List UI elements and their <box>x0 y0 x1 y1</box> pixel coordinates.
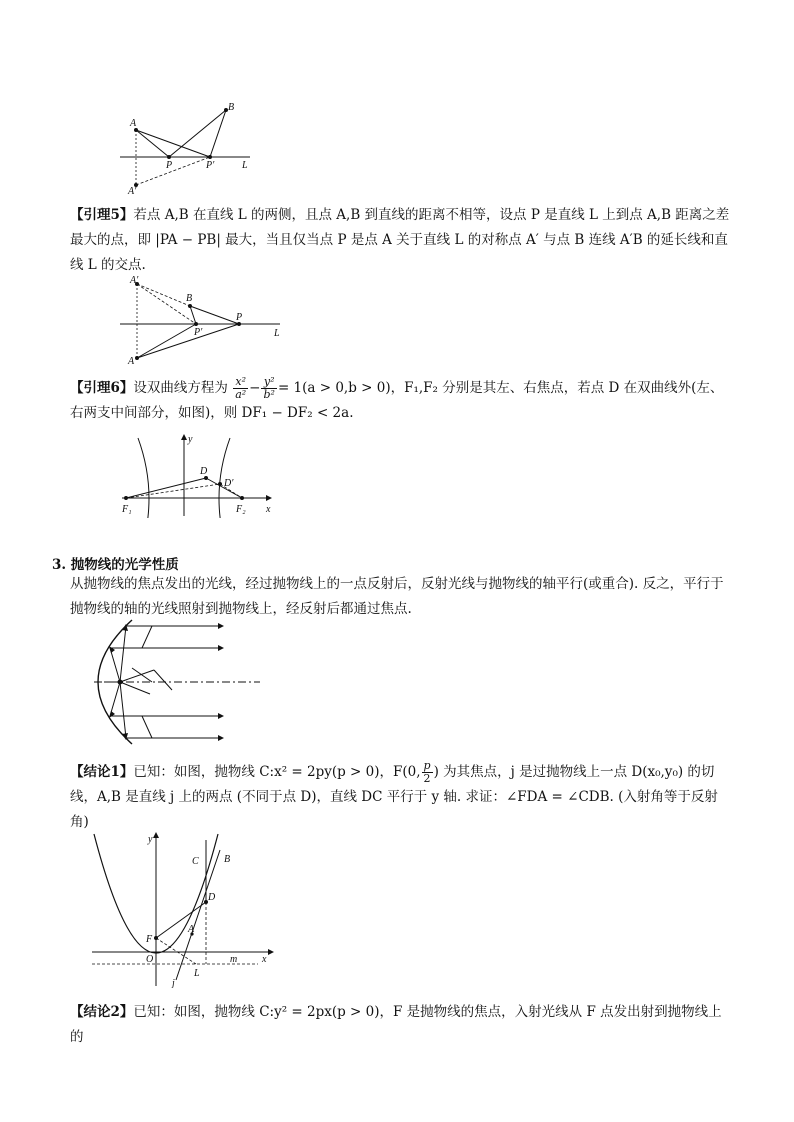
conclusion1-text-before: 已知：如图，抛物线 C:x² = 2py(p > 0)，F(0, <box>133 764 421 780</box>
lemma5-text: 若点 A,B 在直线 L 的两侧，且点 A,B 到直线的距离不相等，设点 P 是直线 L 上到点 A,B 距离之差最大的点，即 |PA − PB| 最大，当且仅当点 P 是点 A 关于直线 L 的对称点 A′ 与点 B 连线 A′B 的延长线和直线 L 的交点. <box>70 207 730 273</box>
label-x: x <box>266 504 271 515</box>
figure-hyperbola <box>118 432 278 518</box>
label-A: A <box>188 924 195 935</box>
label-F: F <box>146 934 153 945</box>
label-L: L <box>194 968 200 979</box>
hyperbola-left-branch <box>138 438 149 518</box>
label-L: L <box>274 328 280 339</box>
lemma5-paragraph <box>70 203 730 278</box>
conclusion2-heading: 【结论2】 <box>70 1004 134 1020</box>
conclusion1-paragraph <box>70 760 730 835</box>
label-x: x <box>262 954 267 965</box>
conclusion1-heading: 【结论1】 <box>70 764 134 780</box>
fraction-p-over-2: $\frac{p}{2}$ <box>423 759 431 785</box>
conclusion1-text-after: ) 为其焦点，j 是过抛物线上一点 D(x₀,y₀) 的切线，A,B 是直线 j 上的两点 (不同于点 D)，直线 DC 平行于 y 轴. 求证：∠FDA = ∠CDB. (入射角等于反射角) <box>70 764 718 830</box>
label-P-prime: P′ <box>194 327 203 338</box>
label-A: A <box>128 356 135 366</box>
tangent-j <box>176 850 220 980</box>
minus-sign: − <box>249 380 261 396</box>
label-L: L <box>242 160 248 171</box>
label-D: D <box>208 892 216 903</box>
section-3-title: 3. 抛物线的光学性质 <box>52 557 179 573</box>
lemma5-heading: 【引理5】 <box>70 207 134 223</box>
lemma6-text-after: = 1(a > 0,b > 0)，F₁,F₂ 分别是其左、右焦点，若点 D 在双曲线外(左、右两支中间部分，如图)，则 DF₁ − DF₂ < 2a. <box>70 380 724 421</box>
section-3-paragraph: 从抛物线的焦点发出的光线，经过抛物线上的一点反射后，反射光线与抛物线的轴平行(或重合). 反之，平行于抛物线的轴的光线照射到抛物线上，经反射后都通过焦点. <box>70 576 724 617</box>
label-m: m <box>230 954 238 965</box>
label-D-prime: D′ <box>224 478 234 489</box>
figure-parabola-optics <box>92 618 262 746</box>
figure-lemma5-diagram <box>110 274 290 366</box>
label-A: A <box>130 118 137 129</box>
figure-parabola-tangent <box>88 828 278 988</box>
label-D: D <box>200 466 208 477</box>
label-F1: F₁ <box>122 504 132 515</box>
label-y: y <box>188 434 193 445</box>
lemma6-paragraph <box>70 376 730 426</box>
label-P: P <box>236 312 243 323</box>
label-A-prime: A′ <box>130 275 139 286</box>
label-O: O <box>146 954 154 965</box>
fraction-x2-a2: $\frac{\text{x²}}{\text{a²}}$ <box>235 375 247 401</box>
label-C: C <box>192 856 199 867</box>
fraction-y2-b2: $\frac{\text{y²}}{\text{b²}}$ <box>263 375 275 401</box>
lemma6-heading: 【引理6】 <box>70 380 134 396</box>
conclusion2-paragraph <box>70 1000 730 1050</box>
label-P: P <box>166 160 173 171</box>
label-j: j <box>172 978 175 988</box>
label-A-prime: A′ <box>128 186 137 195</box>
conclusion2-text: 已知：如图，抛物线 C:y² = 2px(p > 0)，F 是抛物线的焦点，入射光线从 F 点发出射到抛物线上的 <box>70 1004 722 1045</box>
label-B: B <box>228 102 235 113</box>
lemma6-text-before: 设双曲线方程为 <box>133 380 228 396</box>
label-y: y <box>148 834 153 845</box>
label-P-prime: P′ <box>206 160 215 171</box>
label-B: B <box>224 854 231 865</box>
label-B: B <box>186 293 193 304</box>
figure-lemma4-diagram <box>110 100 270 195</box>
label-F2: F₂ <box>236 504 246 515</box>
